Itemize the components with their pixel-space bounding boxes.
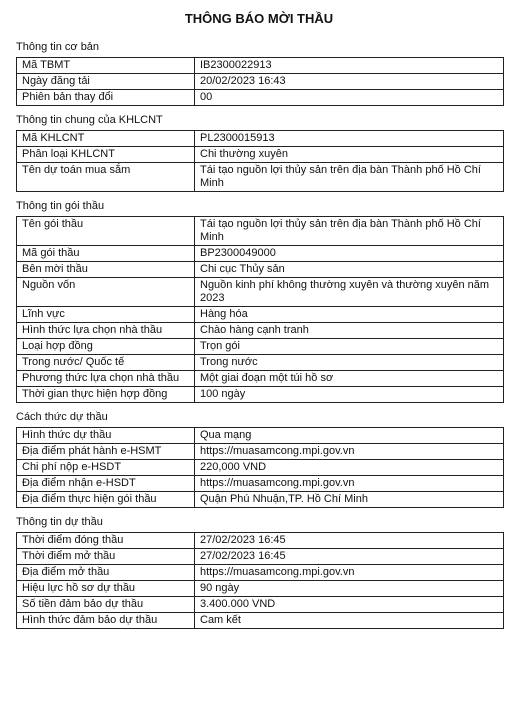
row-key: Phiên bản thay đổi: [17, 90, 195, 106]
table-row: [17, 460, 504, 476]
table-row: [17, 90, 504, 106]
row-value: Một giai đoạn một túi hồ sơ: [195, 371, 504, 387]
row-value: 00: [195, 90, 504, 106]
table-row: [17, 444, 504, 460]
row-value: 27/02/2023 16:45: [195, 549, 504, 565]
table-row: [17, 163, 504, 192]
row-value: 100 ngày: [195, 387, 504, 403]
table-row: [17, 307, 504, 323]
table-row: [17, 613, 504, 629]
row-key: Địa điểm thực hiện gói thầu: [17, 492, 195, 508]
table-row: [17, 339, 504, 355]
row-value: Trong nước: [195, 355, 504, 371]
plan-info-table: [16, 130, 504, 192]
row-value: Chi thường xuyên: [195, 147, 504, 163]
row-value: Trọn gói: [195, 339, 504, 355]
section-title-package-info: Thông tin gói thầu: [16, 200, 105, 212]
table-row: [17, 217, 504, 246]
row-key: Nguồn vốn: [17, 278, 195, 307]
table-row: [17, 278, 504, 307]
table-row: [17, 371, 504, 387]
row-key: Tên dự toán mua sắm: [17, 163, 195, 192]
table-row: [17, 131, 504, 147]
row-value: 90 ngày: [195, 581, 504, 597]
bidding-method-table: [16, 427, 504, 508]
row-key: Thời điểm đóng thầu: [17, 533, 195, 549]
row-value: Hàng hóa: [195, 307, 504, 323]
table-row: [17, 476, 504, 492]
table-row: [17, 565, 504, 581]
table-row: [17, 387, 504, 403]
row-key: Ngày đăng tải: [17, 74, 195, 90]
row-key: Trong nước/ Quốc tế: [17, 355, 195, 371]
row-key: Hình thức đảm bảo dự thầu: [17, 613, 195, 629]
table-row: [17, 355, 504, 371]
row-key: Số tiền đảm bảo dự thầu: [17, 597, 195, 613]
row-key: Bên mời thầu: [17, 262, 195, 278]
table-row: [17, 492, 504, 508]
section-title-basic-info: Thông tin cơ bản: [16, 41, 100, 53]
table-row: [17, 428, 504, 444]
package-info-table: [16, 216, 504, 403]
table-row: [17, 549, 504, 565]
row-key: Chi phí nộp e-HSDT: [17, 460, 195, 476]
section-title-plan-info: Thông tin chung của KHLCNT: [16, 114, 163, 126]
table-row: [17, 581, 504, 597]
row-value: 220,000 VND: [195, 460, 504, 476]
row-value: IB2300022913: [195, 58, 504, 74]
row-value: https://muasamcong.mpi.gov.vn: [195, 565, 504, 581]
page-title: THÔNG BÁO MỜI THẦU: [184, 11, 334, 26]
basic-info-table: [16, 57, 504, 106]
row-key: Thời điểm mở thầu: [17, 549, 195, 565]
row-key: Phương thức lựa chọn nhà thầu: [17, 371, 195, 387]
row-key: Phân loại KHLCNT: [17, 147, 195, 163]
row-value: Cam kết: [195, 613, 504, 629]
table-row: [17, 323, 504, 339]
row-key: Địa điểm nhận e-HSDT: [17, 476, 195, 492]
table-row: [17, 262, 504, 278]
row-value: PL2300015913: [195, 131, 504, 147]
table-row: [17, 74, 504, 90]
table-row: [17, 246, 504, 262]
row-key: Tên gói thầu: [17, 217, 195, 246]
row-value: BP2300049000: [195, 246, 504, 262]
row-key: Địa điểm phát hành e-HSMT: [17, 444, 195, 460]
row-value: https://muasamcong.mpi.gov.vn: [195, 444, 504, 460]
row-value: Chi cục Thủy sản: [195, 262, 504, 278]
row-value: 3.400.000 VND: [195, 597, 504, 613]
table-row: [17, 597, 504, 613]
row-key: Lĩnh vực: [17, 307, 195, 323]
row-value: https://muasamcong.mpi.gov.vn: [195, 476, 504, 492]
row-value: Quận Phú Nhuận,TP. Hồ Chí Minh: [195, 492, 504, 508]
section-title-bid-info: Thông tin dự thầu: [16, 516, 103, 528]
table-row: [17, 58, 504, 74]
row-key: Mã gói thầu: [17, 246, 195, 262]
row-value: 27/02/2023 16:45: [195, 533, 504, 549]
bid-info-table: [16, 532, 504, 629]
section-title-bidding-method: Cách thức dự thầu: [16, 411, 108, 423]
row-key: Mã KHLCNT: [17, 131, 195, 147]
row-value: Chào hàng cạnh tranh: [195, 323, 504, 339]
table-row: [17, 533, 504, 549]
row-key: Hình thức lựa chọn nhà thầu: [17, 323, 195, 339]
row-value: Tái tạo nguồn lợi thủy sản trên địa bàn Thành phố Hồ Chí Minh: [195, 163, 504, 192]
row-value: 20/02/2023 16:43: [195, 74, 504, 90]
row-key: Địa điểm mở thầu: [17, 565, 195, 581]
row-value: Qua mạng: [195, 428, 504, 444]
table-row: [17, 147, 504, 163]
row-key: Hình thức dự thầu: [17, 428, 195, 444]
row-value: Nguồn kinh phí không thường xuyên và thường xuyên năm 2023: [195, 278, 504, 307]
row-key: Hiệu lực hồ sơ dự thầu: [17, 581, 195, 597]
row-key: Thời gian thực hiện hợp đồng: [17, 387, 195, 403]
row-key: Mã TBMT: [17, 58, 195, 74]
row-key: Loại hợp đồng: [17, 339, 195, 355]
row-value: Tái tạo nguồn lợi thủy sản trên địa bàn Thành phố Hồ Chí Minh: [195, 217, 504, 246]
